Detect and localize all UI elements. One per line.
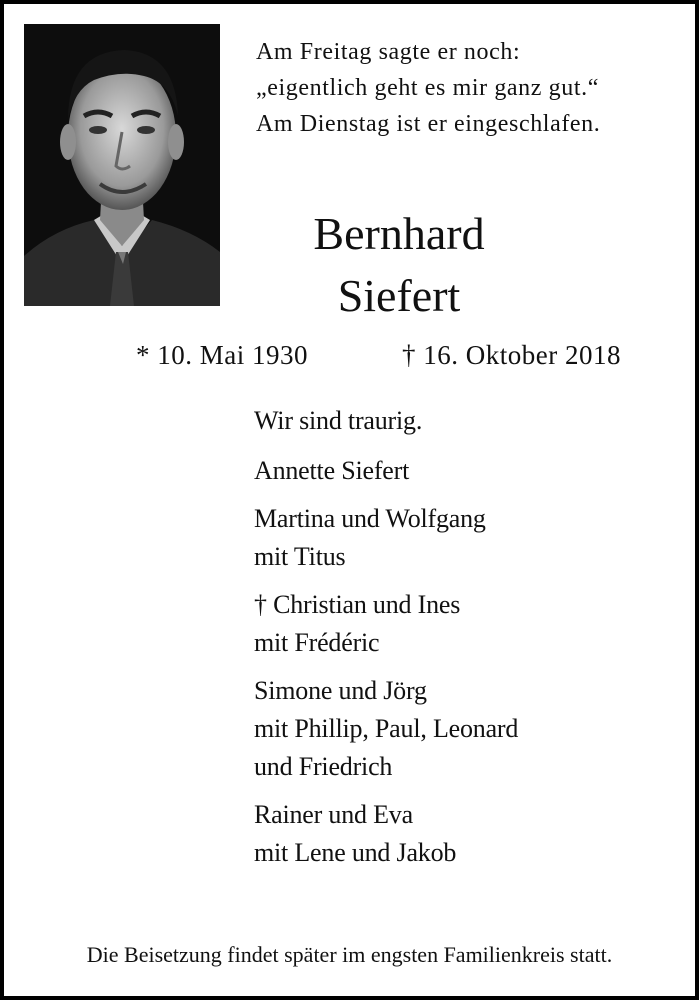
portrait-photo (24, 24, 220, 306)
family-line: und Friedrich (254, 752, 393, 781)
last-name: Siefert (337, 270, 461, 321)
family-line: mit Lene und Jakob (254, 838, 457, 867)
family-line: mit Titus (254, 542, 346, 571)
family-line: Rainer und Eva (254, 800, 413, 829)
family-group (254, 672, 518, 786)
burial-note: Die Beisetzung findet später im engsten Familienkreis statt. (86, 942, 613, 967)
family-line: Annette Siefert (254, 456, 410, 485)
quote-line: Am Freitag sagte er noch: (256, 39, 521, 65)
family-group (254, 796, 518, 872)
first-name: Bernhard (313, 208, 485, 259)
family-line: mit Phillip, Paul, Leonard (254, 714, 519, 743)
family-group (254, 500, 518, 576)
birth-date: * 10. Mai 1930 (136, 340, 308, 370)
quote-block (256, 34, 600, 142)
family-group (254, 586, 518, 662)
family-list (254, 402, 518, 882)
family-line: Martina und Wolfgang (254, 504, 486, 533)
death-date: † 16. Oktober 2018 (402, 340, 621, 370)
family-intro: Wir sind traurig. (254, 406, 423, 435)
quote-line: „eigentlich geht es mir ganz gut.“ (256, 75, 599, 101)
family-group (254, 452, 518, 490)
quote-line: Am Dienstag ist er eingeschlafen. (256, 111, 601, 137)
portrait-image (24, 24, 220, 306)
family-line: mit Frédéric (254, 628, 380, 657)
family-line: † Christian und Ines (254, 590, 461, 619)
family-line: Simone und Jörg (254, 676, 427, 705)
